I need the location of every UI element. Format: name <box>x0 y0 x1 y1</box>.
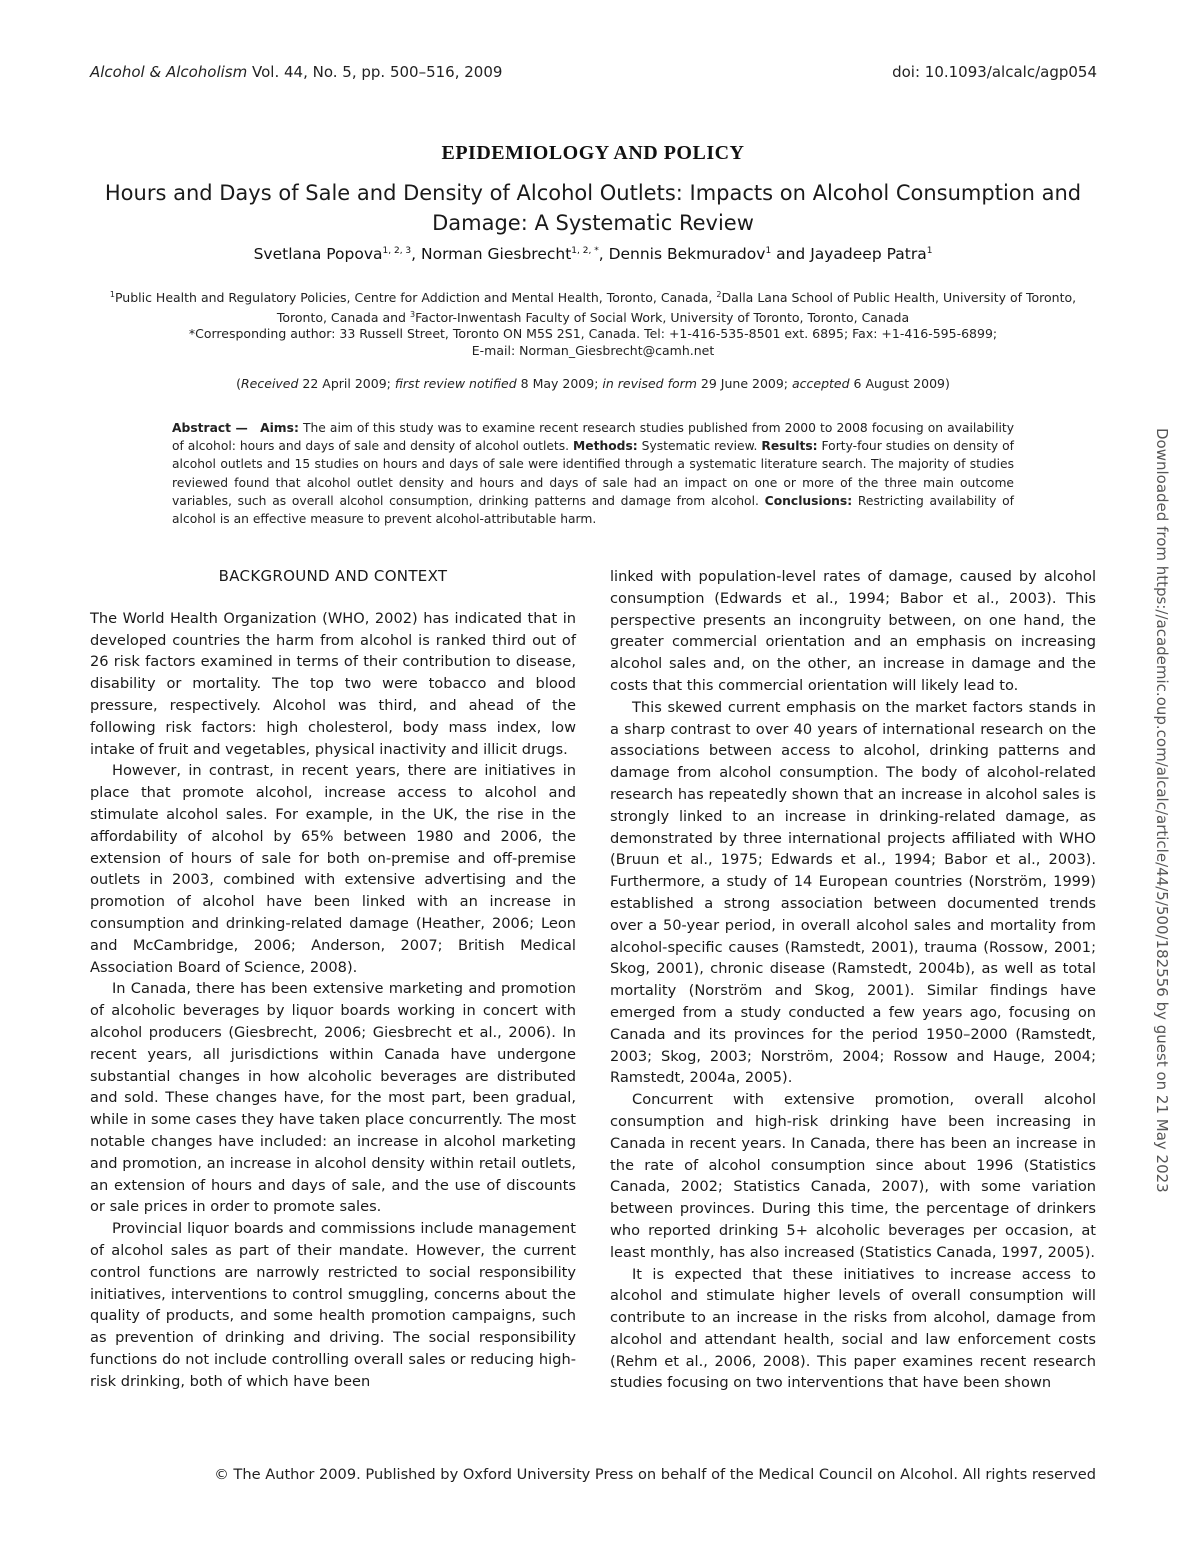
abstract-methods: Systematic review. <box>637 439 762 454</box>
journal-name: Alcohol & Alcoholism <box>90 63 248 81</box>
paragraph: In Canada, there has been extensive marketing and promotion of alcoholic beverages by liquor boards working in concert with alcohol producers (Giesbrecht, 2006; Giesbrecht et al., 2006). In recent years, all jurisdictions within Canada have undergone substantial changes in how alcoholic beverages are distributed and sold. These changes have, for the most part, been gradual, while in some cases they have taken place concurrently. The most notable changes have included: an increase in alcohol marketing and promotion, an increase in alcohol density within retail outlets, an extension of hours and days of sale, and the use of discounts or sale prices in order to promote sales. <box>90 980 576 1216</box>
abstract <box>172 419 1014 528</box>
received-label: Received <box>241 376 299 391</box>
running-header-doi: doi: 10.1093/alcalc/agp054 <box>892 63 1097 81</box>
author-affil-sup: 1, 2, * <box>571 245 599 256</box>
author-separator: , <box>598 245 609 263</box>
affil-sup: 3 <box>409 310 416 320</box>
body-column-left <box>90 566 576 1392</box>
paragraph: This skewed current emphasis on the market factors stands in a sharp contrast to over 40 years of international research on the associations between access to alcohol, drinking patterns and damage from alcohol consumption. The body of alcohol-related research has repeatedly shown that an increase in alcohol sales is strongly linked to an increase in drinking-related damage, as demonstrated by three international projects affiliated with WHO (Bruun et al., 1975; Edwards et al., 1994; Babor et al., 2003). Furthermore, a study of 14 European countries (Norström, 1999) established a strong association between documented trends over a 50-year period, in overall alcohol sales and mortality from alcohol-specific causes (Ramstedt, 2001), trauma (Rossow, 2001; Skog, 2001), chronic disease (Ramstedt, 2004b), as well as total mortality (Norström and Skog, 2001). Similar findings have emerged from a study conducted a few years ago, focusing on Canada and its provinces for the period 1950–2000 (Ramstedt, 2003; Skog, 2003; Norström, 2004; Rossow and Hauge, 2004; Ramstedt, 2004a, 2005). <box>610 698 1096 1087</box>
affiliation-line <box>90 306 1096 326</box>
abstract-results-label: Results: <box>761 439 818 454</box>
section-heading: BACKGROUND AND CONTEXT <box>218 567 448 585</box>
abstract-aims: The aim of this study was to examine recent research studies published from 2000 to 2008 focusing on availability of alcohol: hours and days of sale and density of alcohol outlets. <box>172 421 1015 454</box>
download-watermark <box>1153 428 1177 1193</box>
correspondence <box>90 325 1096 359</box>
affil-sup: 2 <box>716 290 722 299</box>
abstract-methods-label: Methods: <box>573 439 638 454</box>
body-column-right <box>610 566 1096 1394</box>
first-review-date: 8 May 2009; <box>516 376 603 391</box>
author-separator: , <box>411 245 421 263</box>
revised-date: 29 June 2009; <box>696 376 792 391</box>
abstract-results: Forty-four studies on density of alcohol outlets and 15 studies on hours and days of sale were identified through a systematic literature search. The majority of studies reviewed found that alcohol outlet density and hours and days of sale had an impact on one or more of the three main outcome variables, such as overall alcohol consumption, drinking patterns and damage from alcohol. <box>172 439 1014 508</box>
author-affil-sup: 1 <box>765 245 772 256</box>
paragraph: Provincial liquor boards and commissions include management of alcohol sales as part of their mandate. However, the current control functions are narrowly restricted to social responsibility initiatives, interventions to control smuggling, concerns about the quality of products, and some health promotion campaigns, such as prevention of drinking and driving. The social responsibility functions do not include controlling overall sales or reducing high-risk drinking, both of which have been <box>90 1220 576 1390</box>
accepted-label: accepted <box>792 376 850 391</box>
abstract-conclusions: Restricting availability of alcohol is an effective measure to prevent alcohol-attributable harm. <box>172 493 1014 527</box>
correspondence-email: E-mail: Norman_Giesbrecht@camh.net <box>471 343 715 358</box>
affil-text: Dalla Lana School of Public Health, University of Toronto, <box>721 290 1077 306</box>
first-review-label: first review notified <box>394 376 517 391</box>
affiliation-line <box>90 286 1096 306</box>
paragraph: linked with population-level rates of damage, caused by alcohol consumption (Edwards et al., 1994; Babor et al., 2003). This perspective presents an incongruity between, on one hand, the greater commercial orientation and an emphasis on increasing alcohol sales and, on the other, an increase in damage and the costs that this commercial orientation will likely lead to. <box>610 568 1096 694</box>
article-title: Hours and Days of Sale and Density of Alcohol Outlets: Impacts on Alcohol Consumption and Damage: A Systematic Review <box>104 181 1082 235</box>
author-name: Dennis Bekmuradov <box>608 245 766 263</box>
paragraph: It is expected that these initiatives to increase access to alcohol and stimulate higher levels of overall consumption will contribute to an increase in the risks from alcohol, damage from alcohol and attendant health, social and law enforcement costs (Rehm et al., 2006, 2008). This paper examines recent research studies focusing on two interventions that have been shown <box>610 1265 1096 1392</box>
author-affil-sup: 1, 2, 3 <box>382 245 412 256</box>
copyright-footer: © The Author 2009. Published by Oxford University Press on behalf of the Medical Council on Alcohol. All rights reserved <box>214 1466 1096 1483</box>
paragraph: Concurrent with extensive promotion, overall alcohol consumption and high-risk drinking have been increasing in Canada in recent years. In Canada, there has been an increase in the rate of alcohol consumption since about 1996 (Statistics Canada, 2002; Statistics Canada, 2007), with some variation between provinces. During this time, the percentage of drinkers who reported drinking 5+ alcoholic beverages per occasion, at least monthly, has also increased (Statistics Canada, 1997, 2005). <box>610 1091 1096 1261</box>
section-label: EPIDEMIOLOGY AND POLICY <box>441 142 745 164</box>
author-name: Svetlana Popova <box>253 245 383 263</box>
affil-text: Public Health and Regulatory Policies, Centre for Addiction and Mental Health, Toronto, Canada, <box>114 290 717 306</box>
running-header-journal <box>90 63 502 81</box>
affiliations <box>90 286 1096 326</box>
author-name: Jayadeep Patra <box>810 245 927 263</box>
abstract-aims-label: Aims: <box>260 421 299 435</box>
revised-label: in revised form <box>602 376 697 391</box>
paragraph: However, in contrast, in recent years, there are initiatives in place that promote alcohol, increase access to alcohol and stimulate alcohol sales. For example, in the UK, the rise in the affordability of alcohol by 65% between 1980 and 2006, the extension of hours of sale for both on-premise and off-premise outlets in 2003, combined with extensive advertising and the promotion of alcohol have been linked with an increase in consumption and drinking-related damage (Heather, 2006; Leon and McCambridge, 2006; Anderson, 2007; British Medical Association Board of Science, 2008). <box>90 762 576 976</box>
paragraph: The World Health Organization (WHO, 2002) has indicated that in developed countries the harm from alcohol is ranked third out of 26 risk factors examined in terms of their contribution to disease, disability or mortality. The top two were tobacco and blood pressure, respectively. Alcohol was third, and ahead of the following risk factors: high cholesterol, body mass index, low intake of fruit and vegetables, physical inactivity and illicit drugs. <box>90 609 576 758</box>
author-name: Norman Giesbrecht <box>421 245 572 263</box>
received-dates <box>90 376 1096 391</box>
author-list <box>90 245 1096 263</box>
correspondence-address: *Corresponding author: 33 Russell Street, Toronto ON M5S 2S1, Canada. Tel: +1-416-535-8501 ext. 6895; Fax: +1-416-595-6899; <box>188 326 998 341</box>
abstract-label: Abstract — <box>172 421 248 435</box>
journal-volume: Vol. 44, No. 5, pp. 500–516, 2009 <box>252 63 503 81</box>
abstract-conclusions-label: Conclusions: <box>764 493 853 508</box>
affil-text: Factor-Inwentash Faculty of Social Work, University of Toronto, Toronto, Canada <box>415 310 910 326</box>
author-affil-sup: 1 <box>926 245 933 256</box>
received-date: 22 April 2009; <box>298 376 395 391</box>
affil-text: Toronto, Canada and <box>276 310 410 326</box>
author-separator: and <box>771 245 811 263</box>
download-watermark-text: Downloaded from https://academic.oup.com/alcalc/article/44/5/500/182556 by guest on 21 May 2023 <box>1153 428 1171 1193</box>
received-paren: ( <box>236 376 241 391</box>
affil-sup: 1 <box>109 290 115 299</box>
accepted-date: 6 August 2009) <box>849 376 950 391</box>
